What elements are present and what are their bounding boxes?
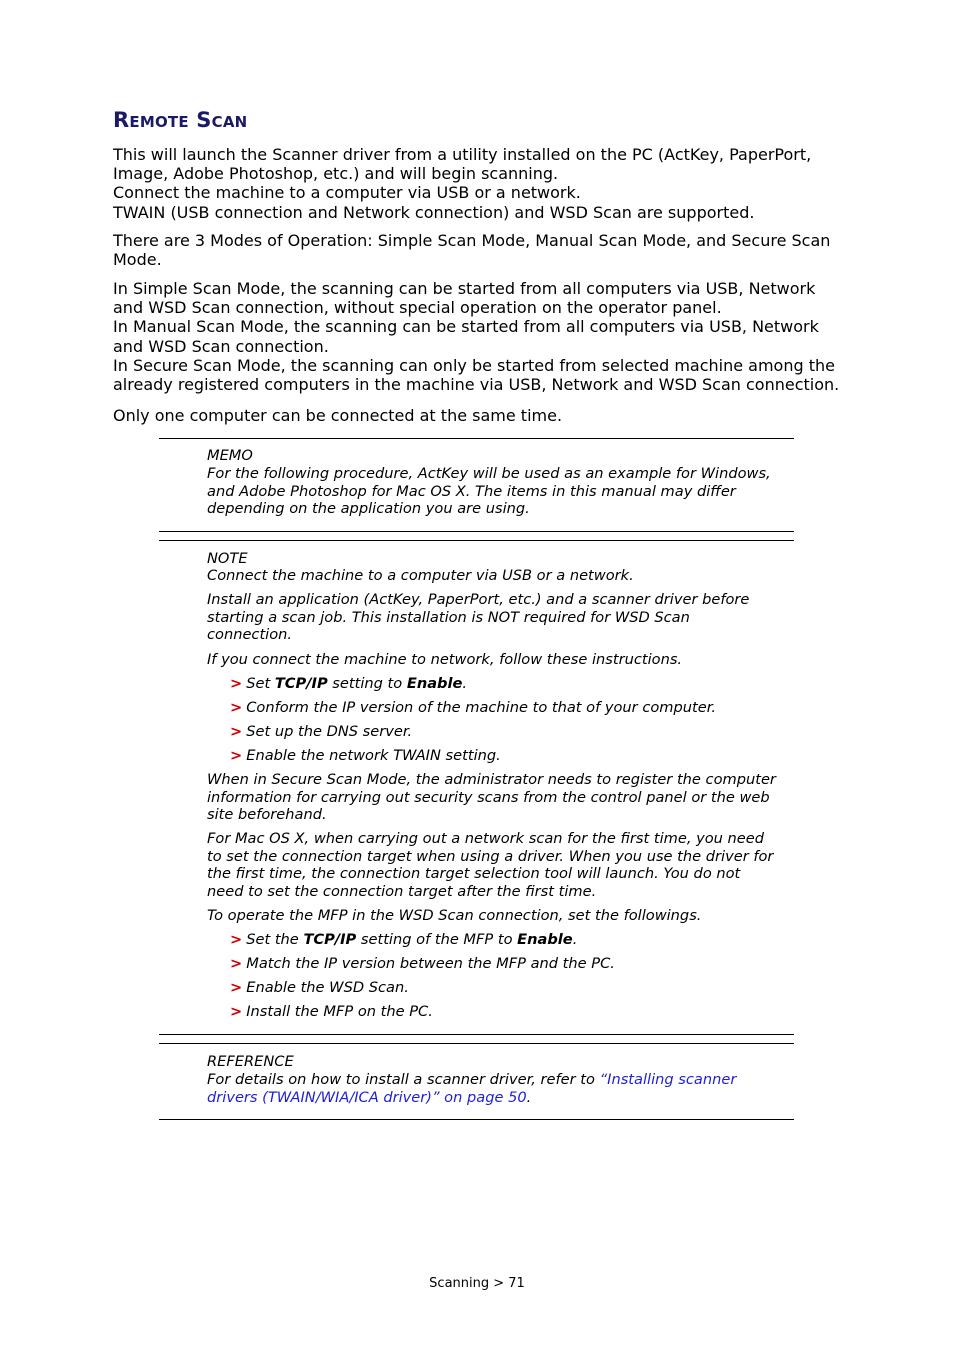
text-line: starting a scan job. This installation is NOT required for WSD Scan <box>207 608 690 626</box>
text-line: In Secure Scan Mode, the scanning can only be started from selected machine among the <box>113 355 835 375</box>
reference-text: For details on how to install a scanner driver, refer to “Installing scanner drivers (TWAIN/WIA/ICA driver)” on page 50. <box>207 1071 737 1106</box>
note-bottom-rule <box>159 1034 794 1035</box>
list-item: > Set the TCP/IP setting of the MFP to Enable. <box>230 931 578 948</box>
list-item: > Set TCP/IP setting to Enable. <box>230 675 468 692</box>
text-line: connection. <box>207 626 293 644</box>
text-line: the first time, the connection target selection tool will launch. You do not <box>207 865 741 883</box>
bullet-arrow-icon: > <box>230 931 243 948</box>
bullet-arrow-icon: > <box>230 1003 243 1020</box>
memo-top-rule <box>159 438 794 439</box>
modes-paragraph <box>113 231 853 269</box>
page-footer: Scanning > 71 <box>429 1276 525 1291</box>
text-line: TWAIN (USB connection and Network connection) and WSD Scan are supported. <box>113 202 755 222</box>
note-label: NOTE <box>207 550 248 567</box>
text-line: For Mac OS X, when carrying out a network scan for the first time, you need <box>207 830 765 847</box>
note-text: If you connect the machine to network, follow these instructions. <box>207 651 683 668</box>
reference-link[interactable]: “Installing scanner drivers (TWAIN/WIA/ICA driver)” on page 50 <box>207 1071 737 1106</box>
text-line: and WSD Scan connection. <box>113 336 329 356</box>
list-item: > Enable the WSD Scan. <box>230 979 409 996</box>
list-item: > Enable the network TWAIN setting. <box>230 747 501 764</box>
text-line: Install an application (ActKey, PaperPort, etc.) and a scanner driver before <box>207 591 750 608</box>
text-line: and Adobe Photoshop for Mac OS X. The items in this manual may differ <box>207 482 736 500</box>
note-text <box>207 830 777 900</box>
text-line: There are 3 Modes of Operation: Simple Scan Mode, Manual Scan Mode, and Secure Scan <box>113 231 831 250</box>
text-line: In Manual Scan Mode, the scanning can be started from all computers via USB, Network <box>113 317 819 337</box>
intro-paragraph <box>113 145 853 222</box>
text-line: need to set the connection target after the first time. <box>207 882 597 900</box>
list-item: > Install the MFP on the PC. <box>230 1003 433 1020</box>
note-text: To operate the MFP in the WSD Scan connection, set the followings. <box>207 907 702 924</box>
text-line: Connect the machine to a computer via USB or a network. <box>113 183 581 203</box>
bullet-arrow-icon: > <box>230 699 243 716</box>
bullet-arrow-icon: > <box>230 675 243 692</box>
text-line: to set the connection target when using a driver. When you use the driver for <box>207 847 774 865</box>
text-line: information for carrying out security scans from the control panel or the web <box>207 788 770 806</box>
bullet-arrow-icon: > <box>230 723 243 740</box>
text-line: When in Secure Scan Mode, the administrator needs to register the computer <box>207 771 776 788</box>
text-line: already registered computers in the machine via USB, Network and WSD Scan connection. <box>113 375 840 395</box>
reference-top-rule <box>159 1043 794 1044</box>
note-text <box>207 771 777 824</box>
list-item: > Set up the DNS server. <box>230 723 413 740</box>
page-title: Remote Scan <box>113 108 248 132</box>
text-line: and WSD Scan connection, without special operation on the operator panel. <box>113 298 722 318</box>
bullet-arrow-icon: > <box>230 747 243 764</box>
memo-label: MEMO <box>207 447 253 464</box>
memo-text <box>207 465 777 518</box>
text-line: site beforehand. <box>207 806 327 824</box>
list-item: > Match the IP version between the MFP and the PC. <box>230 955 615 972</box>
note-top-rule <box>159 540 794 541</box>
list-item: > Conform the IP version of the machine to that of your computer. <box>230 699 716 716</box>
text-line: Mode. <box>113 250 162 270</box>
text-line: For the following procedure, ActKey will be used as an example for Windows, <box>207 465 771 482</box>
note-text <box>207 591 777 644</box>
text-line: In Simple Scan Mode, the scanning can be started from all computers via USB, Network <box>113 279 816 298</box>
note-text: Connect the machine to a computer via USB or a network. <box>207 567 634 584</box>
bullet-arrow-icon: > <box>230 979 243 996</box>
memo-bottom-rule <box>159 531 794 532</box>
single-connection-paragraph: Only one computer can be connected at the same time. <box>113 406 563 425</box>
reference-bottom-rule <box>159 1119 794 1120</box>
text-line: This will launch the Scanner driver from a utility installed on the PC (ActKey, PaperPort, <box>113 145 812 164</box>
text-line: Image, Adobe Photoshop, etc.) and will begin scanning. <box>113 164 559 184</box>
text-line: depending on the application you are using. <box>207 500 530 518</box>
bullet-arrow-icon: > <box>230 955 243 972</box>
reference-label: REFERENCE <box>207 1053 294 1070</box>
mode-details-paragraph <box>113 279 853 394</box>
